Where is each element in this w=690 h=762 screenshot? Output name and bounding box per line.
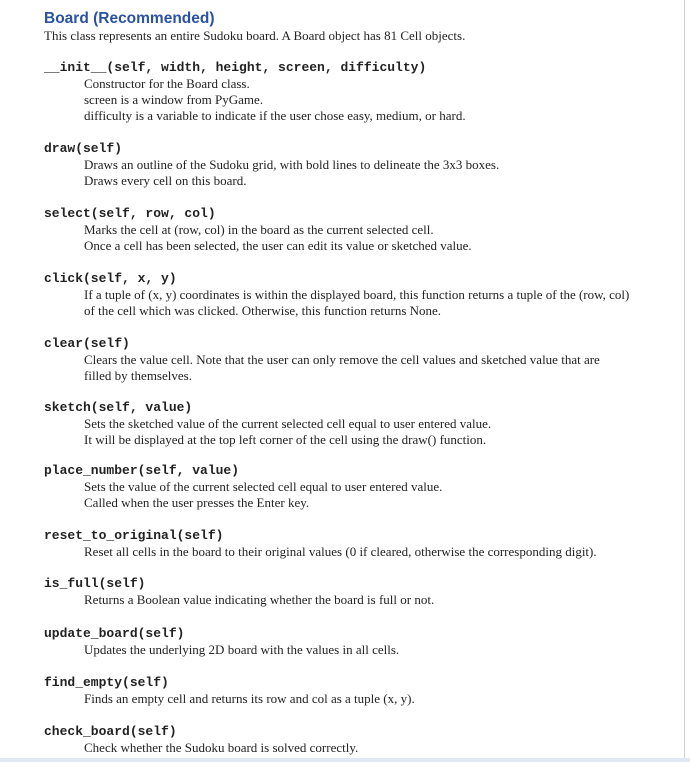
method-signature: draw(self) bbox=[44, 141, 123, 156]
description-line: Finds an empty cell and returns its row and col as a tuple (x, y). bbox=[84, 691, 415, 706]
method-find-empty bbox=[44, 675, 674, 707]
method-signature: find_empty(self) bbox=[44, 675, 169, 690]
description-line: filled by themselves. bbox=[84, 368, 192, 383]
method-signature: is_full(self) bbox=[44, 576, 146, 591]
description-line: Reset all cells in the board to their original values (0 if cleared, otherwise the corresponding digit). bbox=[84, 544, 597, 559]
method-update-board bbox=[44, 626, 674, 658]
method-is-full bbox=[44, 576, 674, 608]
description-line: If a tuple of (x, y) coordinates is within the displayed board, this function returns a tuple of the (row, col) bbox=[84, 287, 630, 302]
method-signature: place_number(self, value) bbox=[44, 463, 240, 478]
description-line: Draws every cell on this board. bbox=[84, 173, 247, 188]
description-line: screen is a window from PyGame. bbox=[84, 92, 264, 107]
method-description bbox=[84, 642, 656, 658]
method-description bbox=[84, 740, 656, 756]
description-line: Returns a Boolean value indicating whether the board is full or not. bbox=[84, 592, 435, 607]
class-title: Board (Recommended) bbox=[44, 10, 215, 27]
method-sketch bbox=[44, 400, 674, 448]
method-description bbox=[84, 479, 656, 511]
method-select bbox=[44, 206, 674, 254]
description-line: Draws an outline of the Sudoku grid, with bold lines to delineate the 3x3 boxes. bbox=[84, 157, 500, 172]
method-signature: __init__(self, width, height, screen, difficulty) bbox=[44, 60, 427, 75]
method-place-number bbox=[44, 463, 674, 511]
description-line: Called when the user presses the Enter key. bbox=[84, 495, 310, 510]
class-intro: This class represents an entire Sudoku board. A Board object has 81 Cell objects. bbox=[44, 28, 466, 43]
method-description bbox=[84, 416, 656, 448]
method-reset-to-original bbox=[44, 528, 674, 560]
description-line: Clears the value cell. Note that the user can only remove the cell values and sketched value that are bbox=[84, 352, 600, 367]
method-click bbox=[44, 271, 674, 319]
method-signature: sketch(self, value) bbox=[44, 400, 193, 415]
bottom-strip bbox=[0, 758, 690, 762]
method-description bbox=[84, 287, 656, 319]
method-check-board bbox=[44, 724, 674, 756]
document-content bbox=[44, 10, 674, 755]
description-line: Sets the value of the current selected cell equal to user entered value. bbox=[84, 479, 443, 494]
method-description bbox=[84, 544, 656, 560]
description-line: Constructor for the Board class. bbox=[84, 76, 250, 91]
method-description bbox=[84, 592, 656, 608]
method-description bbox=[84, 222, 656, 254]
method-signature: select(self, row, col) bbox=[44, 206, 216, 221]
description-line: Marks the cell at (row, col) in the board as the current selected cell. bbox=[84, 222, 434, 237]
description-line: of the cell which was clicked. Otherwise, this function returns None. bbox=[84, 303, 442, 318]
description-line: Updates the underlying 2D board with the values in all cells. bbox=[84, 642, 400, 657]
method-description bbox=[84, 691, 656, 707]
description-line: Once a cell has been selected, the user can edit its value or sketched value. bbox=[84, 238, 472, 253]
method-description bbox=[84, 76, 656, 124]
method-signature: reset_to_original(self) bbox=[44, 528, 224, 543]
method-description bbox=[84, 157, 656, 189]
description-line: Check whether the Sudoku board is solved correctly. bbox=[84, 740, 359, 755]
method-signature: clear(self) bbox=[44, 336, 130, 351]
method-description bbox=[84, 352, 656, 384]
method-init bbox=[44, 60, 674, 124]
method-signature: click(self, x, y) bbox=[44, 271, 177, 286]
description-line: difficulty is a variable to indicate if the user chose easy, medium, or hard. bbox=[84, 108, 466, 123]
method-draw bbox=[44, 141, 674, 189]
method-clear bbox=[44, 336, 674, 384]
description-line: Sets the sketched value of the current selected cell equal to user entered value. bbox=[84, 416, 492, 431]
method-signature: update_board(self) bbox=[44, 626, 185, 641]
method-signature: check_board(self) bbox=[44, 724, 177, 739]
description-line: It will be displayed at the top left corner of the cell using the draw() function. bbox=[84, 432, 487, 447]
